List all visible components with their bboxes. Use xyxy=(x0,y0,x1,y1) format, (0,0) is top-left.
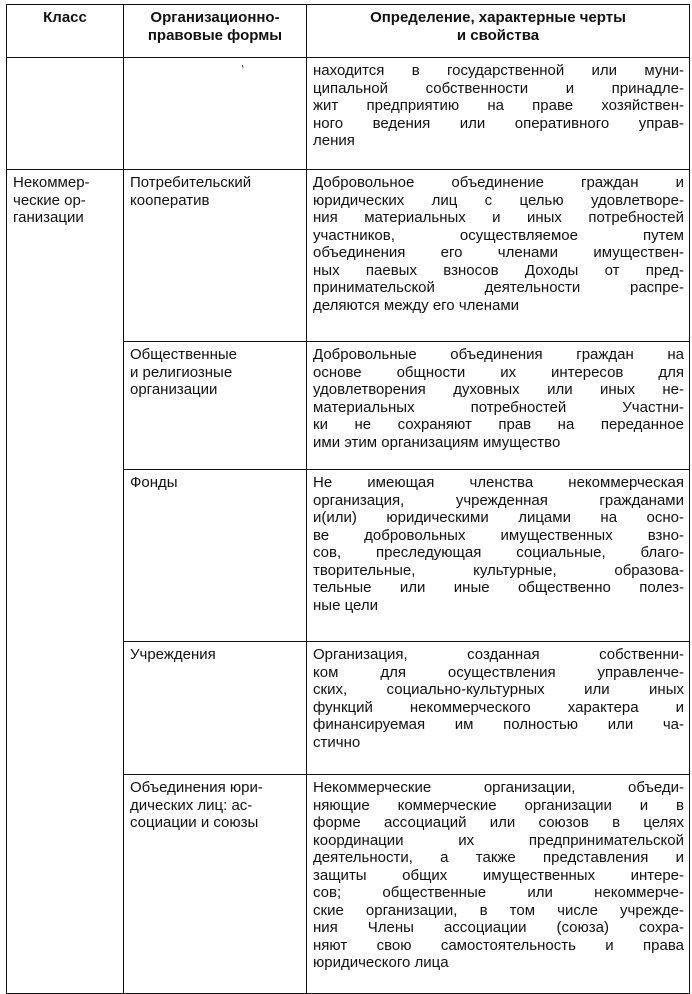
definition-cell xyxy=(307,342,690,470)
class-text-line: ческие ор- xyxy=(13,191,86,209)
definition-text-line: участников, осуществляемое путем xyxy=(313,226,684,244)
definition-text-line: удовлетворения духовных или иных не- xyxy=(313,381,684,398)
form-cell xyxy=(124,342,307,470)
definition-text-line: сов; общественные или некоммерче- xyxy=(313,884,684,901)
scan-speck: ` xyxy=(233,62,247,78)
header-definition xyxy=(307,5,690,58)
definition-cell xyxy=(307,775,690,994)
form-text-line: Фонды xyxy=(130,474,178,491)
definition-text-line: няющие коммерческие организации и в xyxy=(313,796,684,814)
definition-text-line: находится в государственной или муни- xyxy=(313,62,684,79)
form-text-line: и религиозные xyxy=(130,363,233,381)
form-text-line: Объединения юри- xyxy=(130,779,263,796)
class-text-line: ганизации xyxy=(13,209,84,226)
class-cell xyxy=(7,58,124,170)
definition-text-line: ком для осуществления управленче- xyxy=(313,663,684,681)
definition-text-line: стично xyxy=(313,733,361,751)
header-definition-line: и свойства xyxy=(456,26,540,44)
form-text-line: социации и союзы xyxy=(130,814,259,831)
definition-text-line: творительные, культурные, образова- xyxy=(313,561,684,579)
table-row xyxy=(7,170,690,342)
header-forms-line: правовые формы xyxy=(147,26,283,44)
class-cell xyxy=(7,170,124,994)
definition-text-line: функций некоммерческого характера и xyxy=(313,698,684,716)
form-text-line: организации xyxy=(130,381,218,398)
definition-text-line: юридических лиц с целью удовлетворе- xyxy=(313,191,684,209)
header-class xyxy=(7,5,124,58)
form-text-line: Потребительский xyxy=(130,174,252,191)
definition-text-line: форме ассоциаций или союзов в целях xyxy=(313,814,684,831)
definition-text-line: защиты общих имущественных интере- xyxy=(313,866,684,884)
definition-text-line: ские организации, в том числе учрежде- xyxy=(313,901,684,919)
definition-cell xyxy=(307,642,690,775)
form-text-line: кооператив xyxy=(130,191,210,209)
definition-text-line: ки не сохраняют прав на переданное xyxy=(313,416,684,433)
definition-text-line: организация, учрежденная гражданами xyxy=(313,491,684,509)
definition-text-line: ских, социально-культурных или иных xyxy=(313,681,684,698)
form-cell xyxy=(124,58,307,170)
class-text-line: Некоммер- xyxy=(13,174,90,191)
definition-text-line: ные цели xyxy=(313,596,378,614)
definition-cell xyxy=(307,170,690,342)
definition-text-line: ими этим организациям имущество xyxy=(313,433,561,451)
form-cell xyxy=(124,470,307,642)
definition-text-line: Организация, созданная собственни- xyxy=(313,646,684,663)
definition-text-line: няют свою самостоятельность и права xyxy=(313,936,684,954)
definition-text-line: финансируемая им полностью или ча- xyxy=(313,716,684,733)
form-text-line: дических лиц: ас- xyxy=(130,796,253,814)
definition-text-line: Некоммерческие организации, объеди- xyxy=(313,779,684,796)
definition-text-line: основе общности их интересов для xyxy=(313,363,684,381)
table-header-row xyxy=(7,5,690,58)
definition-text-line: объединения его членами имуществен- xyxy=(313,244,684,261)
definition-text-line: сов, преследующая социальные, благо- xyxy=(313,544,684,561)
header-definition-line: Определение, характерные черты xyxy=(370,9,626,26)
definition-text-line: и(или) юридическими лицами на осно- xyxy=(313,509,684,526)
organizational-forms-table xyxy=(6,4,690,994)
definition-text-line: ве добровольных имущественных взно- xyxy=(313,526,684,544)
form-cell xyxy=(124,642,307,775)
form-cell xyxy=(124,775,307,994)
definition-text-line: ного ведения или оперативного управ- xyxy=(313,114,684,132)
definition-text-line: жит предприятию на праве хозяйствен- xyxy=(313,97,684,114)
header-class-label: Класс xyxy=(43,9,87,26)
definition-text-line: ципальной собственности и принадле- xyxy=(313,79,684,97)
definition-text-line: ния материальных и иных потребностей xyxy=(313,209,684,226)
header-forms-line: Организационно- xyxy=(150,9,280,26)
definition-text-line: деятельности, а также представления и xyxy=(313,849,684,866)
table-row xyxy=(7,58,690,170)
definition-text-line: Не имеющая членства некоммерческая xyxy=(313,474,684,491)
definition-text-line: деляются между его членами xyxy=(313,296,520,314)
definition-cell xyxy=(307,58,690,170)
definition-cell xyxy=(307,470,690,642)
definition-text-line: юридического лица xyxy=(313,954,449,971)
definition-text-line: Добровольные объединения граждан на xyxy=(313,346,684,363)
form-text-line: Учреждения xyxy=(130,646,216,663)
definition-text-line: ления xyxy=(313,132,355,149)
definition-text-line: координации их предпринимательской xyxy=(313,831,684,849)
form-cell xyxy=(124,170,307,342)
definition-text-line: принимательской деятельности распре- xyxy=(313,279,684,296)
definition-text-line: Добровольное объединение граждан и xyxy=(313,174,684,191)
form-text-line: Общественные xyxy=(130,346,237,363)
definition-text-line: тельные или иные общественно полез- xyxy=(313,579,684,596)
definition-text-line: ных паевых взносов Доходы от пред- xyxy=(313,261,684,279)
definition-text-line: материальных потребностей Участни- xyxy=(313,398,684,416)
definition-text-line: ния Члены ассоциации (союза) сохра- xyxy=(313,919,684,936)
header-forms xyxy=(124,5,307,58)
